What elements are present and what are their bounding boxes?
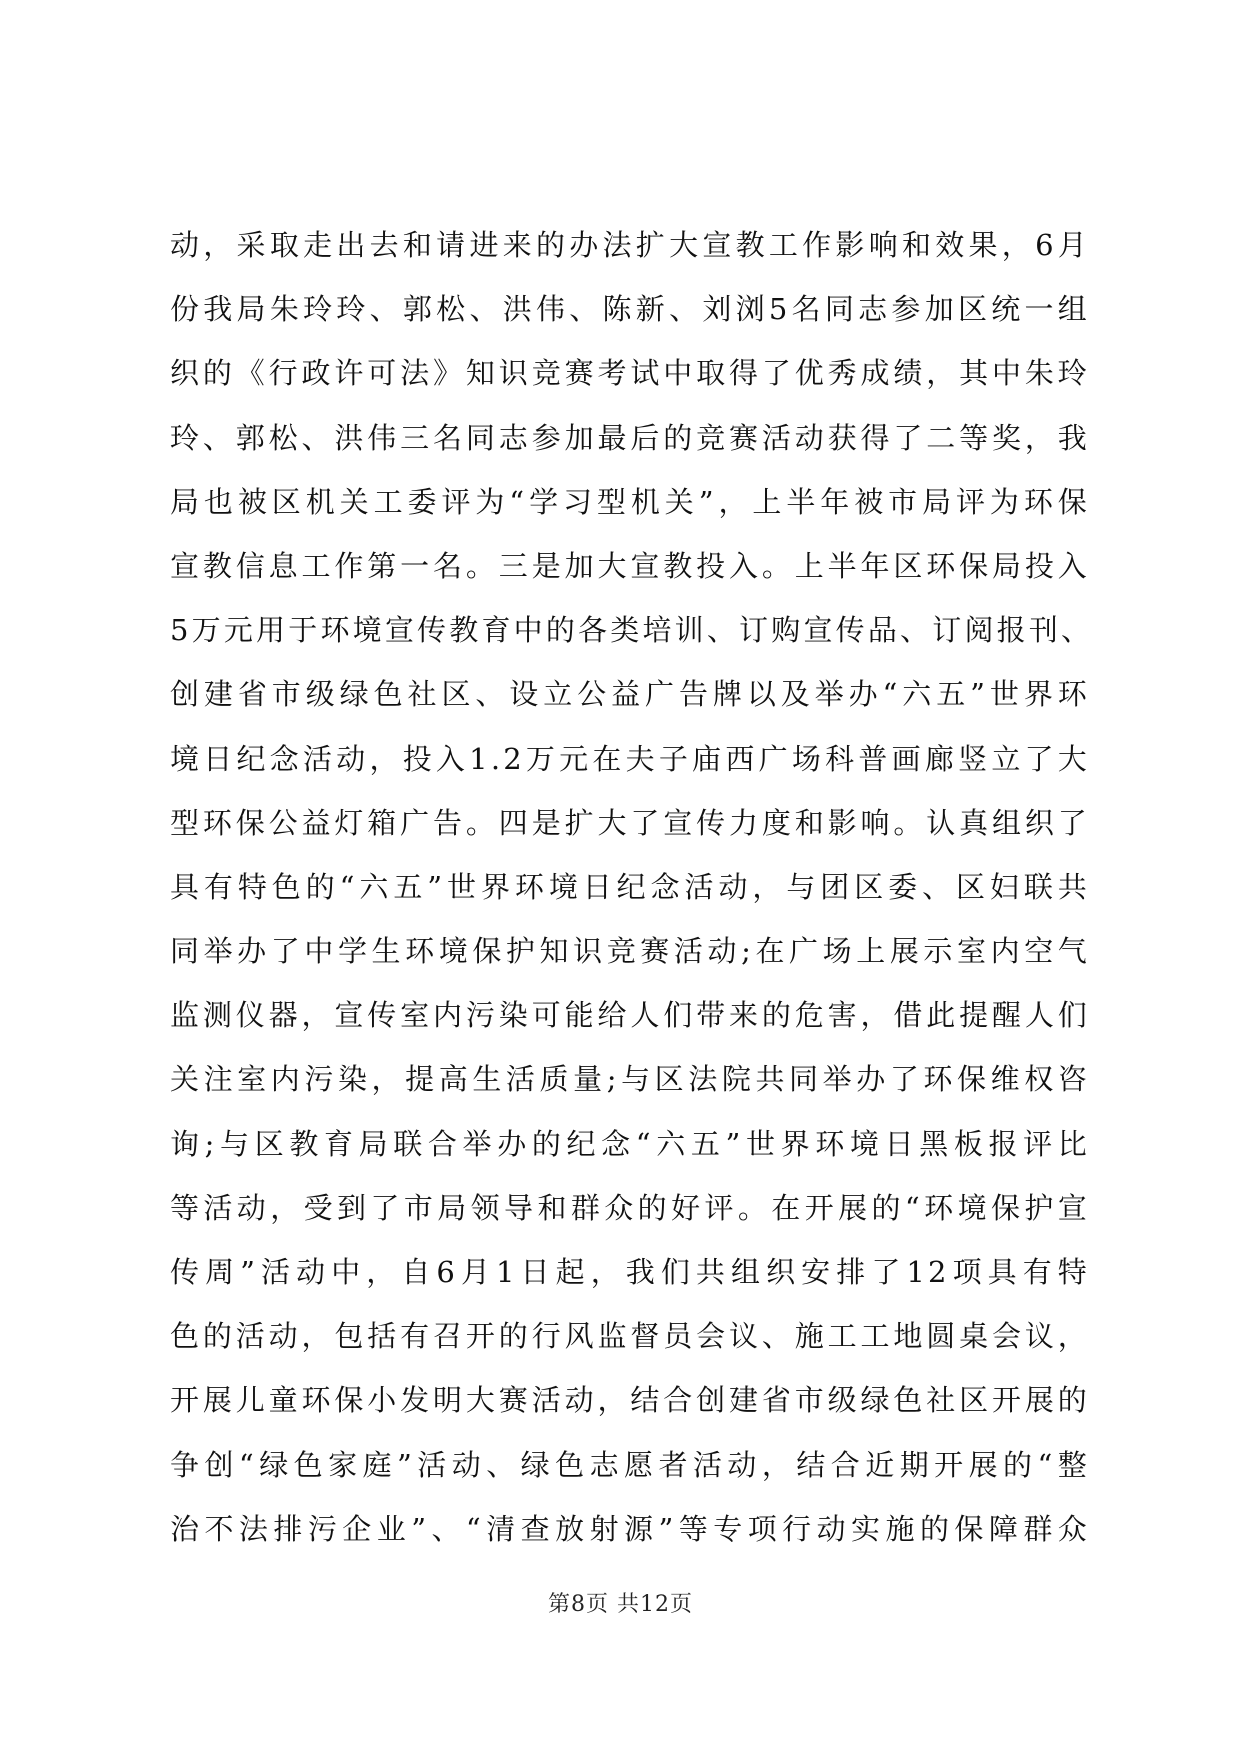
text-line: 询;与区教育局联合举办的纪念“六五”世界环境日黑板报评比 [170, 1126, 1090, 1161]
text-line: 色的活动，包括有召开的行风监督员会议、施工工地圆桌会议， [170, 1319, 1090, 1354]
text-line: 传周”活动中，自6月1日起，我们共组织安排了12项具有特 [170, 1255, 1090, 1289]
text-line: 局也被区机关工委评为“学习型机关”，上半年被市局评为环保 [170, 484, 1090, 519]
text-line: 创建省市级绿色社区、设立公益广告牌以及举办“六五”世界环 [170, 677, 1090, 712]
text-line: 具有特色的“六五”世界环境日纪念活动，与团区委、区妇联共 [170, 869, 1090, 904]
text-line: 同举办了中学生环境保护知识竞赛活动;在广场上展示室内空气 [170, 934, 1090, 969]
text-line: 型环保公益灯箱广告。四是扩大了宣传力度和影响。认真组织了 [170, 805, 1090, 840]
text-line: 关注室内污染，提高生活质量;与区法院共同举办了环保维权咨 [170, 1062, 1090, 1097]
text-line: 宣教信息工作第一名。三是加大宣教投入。上半年区环保局投入 [170, 548, 1090, 583]
text-line: 境日纪念活动，投入1.2万元在夫子庙西广场科普画廊竖立了大 [170, 741, 1090, 776]
body-text [170, 213, 1094, 1561]
text-line: 争创“绿色家庭”活动、绿色志愿者活动，结合近期开展的“整 [170, 1447, 1090, 1482]
text-line: 5万元用于环境宣传教育中的各类培训、订购宣传品、订阅报刊、 [170, 613, 1094, 648]
text-line: 织的《行政许可法》知识竞赛考试中取得了优秀成绩，其中朱玲 [170, 356, 1090, 391]
text-line: 份我局朱玲玲、郭松、洪伟、陈新、刘浏5名同志参加区统一组 [170, 292, 1090, 327]
text-line: 玲、郭松、洪伟三名同志参加最后的竞赛活动获得了二等奖，我 [170, 420, 1090, 455]
text-line: 动，采取走出去和请进来的办法扩大宣教工作影响和效果，6月 [170, 228, 1090, 262]
page-number-footer: 第8页 共12页 [548, 1592, 693, 1617]
text-line: 治不法排污企业”、“清查放射源”等专项行动实施的保障群众 [170, 1511, 1090, 1546]
text-line: 监测仪器，宣传室内污染可能给人们带来的危害，借此提醒人们 [170, 998, 1090, 1033]
text-line: 开展儿童环保小发明大赛活动，结合创建省市级绿色社区开展的 [170, 1383, 1090, 1418]
text-line: 等活动，受到了市局领导和群众的好评。在开展的“环境保护宣 [170, 1190, 1090, 1225]
